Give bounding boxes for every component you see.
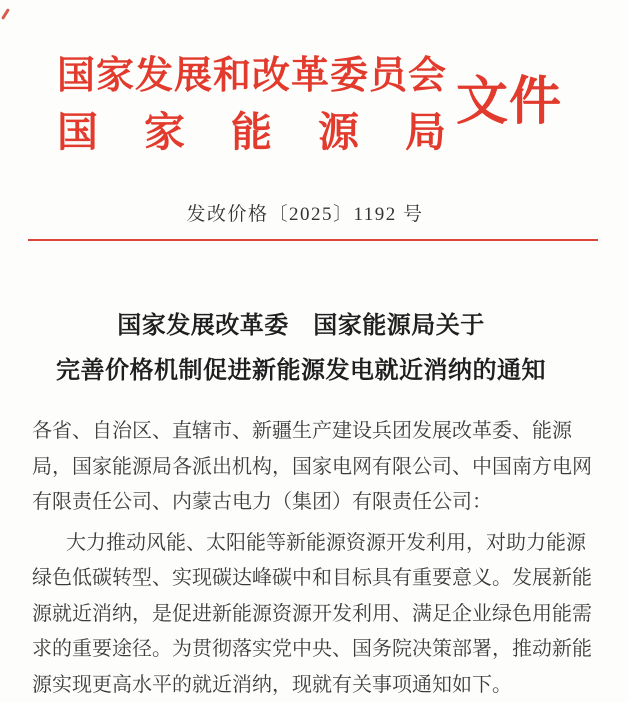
body-line: 源就近消纳，是促进新能源资源开发利用、满足企业绿色用能需	[32, 602, 592, 625]
document-body	[32, 414, 592, 702]
document-number: 发改价格〔2025〕1192 号	[186, 204, 424, 225]
title-line-1: 国家发展改革委 国家能源局关于	[117, 313, 485, 339]
body-line: 绿色低碳转型、实现碳达峰碳中和目标具有重要意义。发展新能	[32, 567, 592, 589]
body-line: 源实现更高水平的就近消纳，现就有关事项通知如下。	[32, 673, 512, 696]
intro-paragraph	[32, 526, 592, 702]
letterhead	[57, 48, 563, 160]
corner-pen-mark-icon	[1, 8, 10, 20]
recipients-line: 各省、自治区、直辖市、新疆生产建设兵团发展改革委、能源	[32, 420, 572, 442]
issuing-agencies	[57, 48, 446, 160]
agency-name-ndrc: 国家发展和改革委员会	[57, 55, 446, 97]
recipients-line: 局，国家能源局各派出机构，国家电网有限公司、中国南方电网	[32, 455, 592, 478]
recipients-paragraph	[32, 414, 592, 521]
title-line-2: 完善价格机制促进新能源发电就近消纳的通知	[56, 358, 546, 384]
body-line: 求的重要途径。为贯彻落实党中央、国务院决策部署，推动新能	[32, 638, 592, 660]
document-title	[32, 304, 570, 394]
body-line: 大力推动风能、太阳能等新能源资源开发利用，对助力能源	[66, 531, 586, 554]
document-type-label: 文件	[456, 74, 563, 131]
red-divider-line	[28, 239, 598, 241]
recipients-line: 有限责任公司、内蒙古电力（集团）有限责任公司：	[32, 491, 492, 513]
agency-name-nea: 国家能源局	[57, 109, 446, 155]
